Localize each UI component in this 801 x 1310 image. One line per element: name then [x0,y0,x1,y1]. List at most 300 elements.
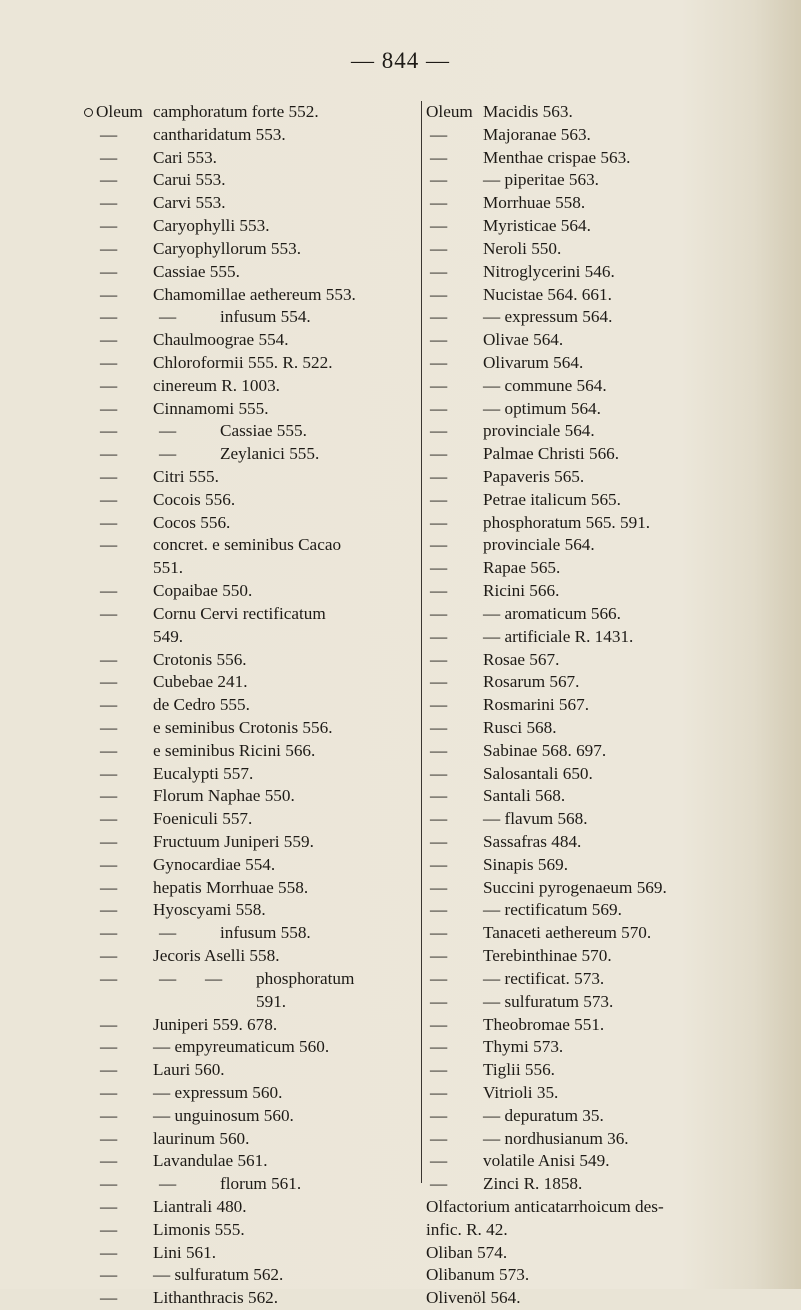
ditto-dash: — [430,1105,448,1125]
ditto-dash: — [205,968,223,988]
entry-text: Foeniculi 557. [153,809,253,829]
index-entry [96,922,421,945]
ditto-dash: — [100,717,118,737]
entry-text: phosphoratum 565. 591. [483,512,651,532]
index-entry [426,420,781,443]
entry-text: Limonis 555. [153,1219,245,1239]
index-entry [426,557,781,580]
entry-text: Salosantali 650. [483,763,593,783]
index-entry [426,854,781,877]
index-entry [426,1173,781,1196]
entry-text: — empyreumaticum 560. [153,1037,330,1057]
entry-text: cantharidatum 553. [153,124,286,144]
ditto-dash: — [100,923,118,943]
entry-text: Citri 555. [153,467,219,486]
ditto-dash: — [430,193,448,213]
entry-text: Juniperi 559. 678. [153,1014,278,1034]
index-entry [96,945,421,968]
entry-text: Caryophyllorum 553. [153,238,301,258]
entry-text: Chaulmoograe 554. [153,330,289,350]
ditto-dash: — [430,695,448,715]
entry-text: 549. [153,626,184,646]
index-entry [96,694,421,717]
index-entry [426,717,781,740]
entry-text: e seminibus Ricini 566. [153,740,316,760]
entry-text: Gynocardiae 554. [153,854,276,874]
ditto-dash: — [100,330,118,350]
entry-text: — expressum 564. [483,307,613,327]
ditto-dash: — [430,809,448,829]
entry-text: Santali 568. [483,786,566,806]
entry-text: — optimum 564. [483,398,601,418]
ditto-dash: — [100,1242,118,1262]
entry-text: 551. [153,558,184,578]
ditto-dash: — [159,444,177,464]
index-entry [426,1287,781,1310]
entry-text: Florum Naphae 550. [153,786,295,806]
left-column [96,101,421,1310]
index-entry [96,1059,421,1082]
ditto-dash: — [100,216,118,236]
index-entry [426,968,781,991]
index-entry [96,763,421,786]
entry-text: Ricini 566. [483,581,560,601]
entry-text: florum 561. [220,1174,302,1194]
index-entry [426,375,781,398]
entry-text: Carvi 553. [153,193,226,213]
ditto-dash: — [159,307,177,327]
entry-text: — commune 564. [483,375,607,395]
entry-text: — nordhusianum 36. [483,1128,629,1148]
entry-text: volatile Anisi 549. [483,1151,610,1171]
ditto-dash: — [100,968,118,988]
entry-text: provinciale 564. [483,535,595,555]
ditto-dash: — [430,649,448,669]
entry-text: — sulfuratum 573. [483,991,614,1011]
ditto-dash: — [100,832,118,851]
index-entry [426,215,781,238]
ditto-dash: — [100,763,118,783]
index-entry [426,352,781,375]
entry-text: — depuratum 35. [483,1105,604,1125]
index-entry [96,557,421,580]
index-entry [426,603,781,626]
ditto-dash: — [100,1197,118,1216]
ditto-dash: — [430,444,448,464]
ditto-dash: — [100,695,118,715]
ditto-dash: — [100,444,118,464]
entry-text: concret. e seminibus Cacao [153,535,342,555]
ditto-dash: — [430,717,448,737]
entry-text: laurinum 560. [153,1128,250,1148]
ditto-dash: — [159,968,177,988]
entry-text: de Cedro 555. [153,695,250,715]
column-divider [421,101,422,1183]
entry-text: Cassiae 555. [153,261,240,281]
index-entry [426,192,781,215]
entry-text: Majoranae 563. [483,124,591,144]
ditto-dash: — [100,238,118,258]
ditto-dash: — [100,124,118,144]
entry-text: — rectificatum 569. [483,900,622,920]
ditto-dash: — [430,558,448,578]
ditto-dash: — [100,261,118,281]
index-entry [96,124,421,147]
ditto-dash: — [100,809,118,829]
entry-text: Sinapis 569. [483,854,568,874]
ditto-dash: — [430,900,448,920]
index-entry [96,1242,421,1265]
ditto-dash: — [100,581,118,601]
ditto-dash: — [100,1037,118,1057]
entry-text: Caryophylli 553. [153,216,270,236]
index-entry [96,534,421,557]
index-entry [426,398,781,421]
ditto-dash: — [100,467,118,486]
index-entry [96,261,421,284]
index-entry [96,717,421,740]
right-column [426,101,781,1310]
ditto-dash: — [430,147,448,167]
entry-text: Petrae italicum 565. [483,489,621,509]
entry-text: Vitrioli 35. [483,1082,559,1102]
entry-text: — unguinosum 560. [153,1105,294,1125]
entry-text: Morrhuae 558. [483,193,586,213]
ditto-dash: — [430,1174,448,1194]
ditto-dash: — [100,1265,118,1285]
ditto-dash: — [430,489,448,509]
index-entry [96,580,421,603]
ditto-dash: — [100,672,118,692]
index-entry [96,147,421,170]
entry-text: Lauri 560. [153,1060,225,1080]
index-entry [426,1014,781,1037]
entry-text: Cocos 556. [153,512,231,532]
entry-text: Papaveris 565. [483,467,585,486]
index-entry [96,329,421,352]
entry-text: Olivae 564. [483,330,564,350]
ditto-dash: — [100,535,118,555]
ditto-dash: — [430,1037,448,1057]
index-entry [426,261,781,284]
entry-text: phosphoratum [256,968,355,988]
index-entry [96,1082,421,1105]
index-entry [426,534,781,557]
entry-text: Succini pyrogenaeum 569. [483,877,667,897]
index-entry [96,398,421,421]
index-entry [96,215,421,238]
index-entry [96,101,421,124]
index-entry [426,443,781,466]
entry-text: — piperitae 563. [483,170,599,190]
entry-text: cinereum R. 1003. [153,375,280,395]
entry-text: Tanaceti aethereum 570. [483,923,652,943]
ditto-dash: — [430,626,448,646]
ditto-dash: — [430,216,448,236]
ditto-dash: — [430,421,448,441]
entry-text: Cari 553. [153,147,217,167]
entry-text: Macidis 563. [483,102,573,121]
index-entry [426,922,781,945]
ditto-dash: — [100,854,118,874]
ditto-dash: — [430,1128,448,1148]
index-entry [96,854,421,877]
ditto-dash: — [100,375,118,395]
ditto-dash: — [100,877,118,897]
index-entry [426,649,781,672]
entry-text: Olfactorium anticatarrhoicum des- [426,1197,664,1216]
index-entry [96,1219,421,1242]
ditto-dash: — [430,740,448,760]
ditto-dash: — [430,946,448,966]
ditto-dash: — [100,489,118,509]
ditto-dash: — [100,352,118,372]
ditto-dash: — [100,1105,118,1125]
index-entry [426,1059,781,1082]
index-entry [96,284,421,307]
index-entry [96,1287,421,1310]
ditto-dash: — [430,307,448,327]
ditto-dash: — [430,284,448,304]
entry-text: Fructuum Juniperi 559. [153,832,314,851]
entry-text: Sabinae 568. 697. [483,740,607,760]
index-entry [426,831,781,854]
entry-text: — sulfuratum 562. [153,1265,284,1285]
ditto-dash: — [100,193,118,213]
index-entry [426,808,781,831]
entry-text: — artificiale R. 1431. [483,626,634,646]
ditto-dash: — [100,786,118,806]
entry-text: Menthae crispae 563. [483,147,631,167]
index-entry [96,512,421,535]
entry-text: Rusci 568. [483,717,557,737]
index-entry [96,603,421,626]
entry-text: Thymi 573. [483,1037,564,1057]
index-entry [96,306,421,329]
index-entry [96,740,421,763]
index-entry [426,1105,781,1128]
ditto-dash: — [430,603,448,623]
entry-text: Tiglii 556. [483,1060,555,1080]
entry-text: Rosarum 567. [483,672,580,692]
ditto-dash: — [100,946,118,966]
index-entry [426,945,781,968]
ditto-dash: — [100,1014,118,1034]
ditto-dash: — [159,1174,177,1194]
index-entry [426,466,781,489]
entry-text: Cubebae 241. [153,672,248,692]
entry-text: hepatis Morrhuae 558. [153,877,309,897]
ditto-dash: — [159,923,177,943]
ditto-dash: — [100,307,118,327]
entry-text: Terebinthinae 570. [483,946,612,966]
entry-text: — flavum 568. [483,809,588,829]
index-entry [96,238,421,261]
ditto-dash: — [430,877,448,897]
ditto-dash: — [430,170,448,190]
index-entry [426,991,781,1014]
entry-text: Crotonis 556. [153,649,247,669]
index-entry [426,1219,781,1242]
entry-text: Liantrali 480. [153,1197,247,1216]
index-entry [96,443,421,466]
index-entry [96,877,421,900]
ditto-dash: — [430,261,448,281]
index-entry [96,466,421,489]
entry-text: Cornu Cervi rectificatum [153,603,326,623]
entry-text: Cocois 556. [153,489,236,509]
entry-text: Chloroformii 555. R. 522. [153,352,333,372]
ditto-dash: — [430,763,448,783]
index-entry [96,899,421,922]
index-entry [426,1196,781,1219]
index-entry [96,671,421,694]
index-entry [96,420,421,443]
ditto-dash: — [100,603,118,623]
index-entry [426,899,781,922]
ditto-dash: — [430,854,448,874]
ring-mark [84,108,93,117]
ditto-dash: — [100,900,118,920]
ditto-dash: — [430,581,448,601]
ditto-dash: — [100,398,118,418]
index-entry [96,1173,421,1196]
index-entry [96,1264,421,1287]
index-entry [426,329,781,352]
ditto-dash: — [100,512,118,532]
ditto-dash: — [430,991,448,1011]
ditto-dash: — [430,1060,448,1080]
entry-text: Olibanum 573. [426,1265,530,1285]
entry-text: Eucalypti 557. [153,763,254,783]
entry-text: Lithanthracis 562. [153,1288,279,1308]
entry-text: — rectificat. 573. [483,968,605,988]
entry-text: Nucistae 564. 661. [483,284,612,304]
entry-text: Chamomillae aethereum 553. [153,284,356,304]
ditto-dash: — [430,512,448,532]
entry-text: Myristicae 564. [483,216,591,236]
ditto-dash: — [430,672,448,692]
ditto-dash: — [430,352,448,372]
entry-text: — expressum 560. [153,1082,283,1102]
entry-text: Zeylanici 555. [220,444,320,464]
index-entry [426,512,781,535]
index-entry [426,147,781,170]
index-entry [426,1242,781,1265]
index-entry [96,626,421,649]
index-entry [426,785,781,808]
entry-text: Jecoris Aselli 558. [153,946,280,966]
index-entry [426,238,781,261]
ditto-dash: — [159,421,177,441]
ditto-dash: — [100,1151,118,1171]
entry-text: Rosmarini 567. [483,695,589,715]
ditto-dash: — [100,1174,118,1194]
index-entry [96,1105,421,1128]
entry-text: Olivenöl 564. [426,1288,521,1308]
entry-text: Hyoscyami 558. [153,900,266,920]
entry-head-word: Oleum [96,102,143,121]
ditto-dash: — [100,170,118,190]
ditto-dash: — [430,238,448,258]
entry-text: Rapae 565. [483,558,561,578]
entry-text: Neroli 550. [483,238,562,258]
index-entry [426,694,781,717]
index-entry [96,808,421,831]
index-entry [426,877,781,900]
entry-text: infic. R. 42. [426,1219,508,1239]
index-entry [426,740,781,763]
ditto-dash: — [100,284,118,304]
index-entry [426,124,781,147]
ditto-dash: — [100,1060,118,1080]
index-entry [96,489,421,512]
index-entry [426,169,781,192]
index-entry [426,626,781,649]
index-entry [426,1036,781,1059]
entry-head-word: Oleum [426,102,473,121]
ditto-dash: — [430,124,448,144]
entry-text: Sassafras 484. [483,832,582,851]
ditto-dash: — [430,1014,448,1034]
entry-text: Theobromae 551. [483,1014,605,1034]
ditto-dash: — [430,923,448,943]
entry-text: infusum 554. [220,307,311,327]
entry-text: provinciale 564. [483,421,595,441]
entry-text: e seminibus Crotonis 556. [153,717,333,737]
index-entry [426,1082,781,1105]
entry-text: — aromaticum 566. [483,603,621,623]
entry-text: Cinnamomi 555. [153,398,269,418]
entry-text: Cassiae 555. [220,421,307,441]
entry-text: Carui 553. [153,170,226,190]
entry-text: Olivarum 564. [483,352,584,372]
ditto-dash: — [100,421,118,441]
index-entry [96,785,421,808]
ditto-dash: — [100,1219,118,1239]
ditto-dash: — [100,649,118,669]
index-entry [96,169,421,192]
ditto-dash: — [100,147,118,167]
ditto-dash: — [430,832,448,851]
entry-text: 591. [256,991,287,1011]
index-entry [426,763,781,786]
index-entry [96,375,421,398]
index-entry [426,489,781,512]
ditto-dash: — [430,786,448,806]
entry-text: infusum 558. [220,923,311,943]
ditto-dash: — [430,1082,448,1102]
entry-text: Oliban 574. [426,1242,508,1262]
index-entry [96,831,421,854]
index-entry [96,991,421,1014]
entry-text: camphoratum forte 552. [153,102,319,121]
index-entry [426,671,781,694]
index-entry [96,968,421,991]
entry-text: Copaibae 550. [153,581,253,601]
ditto-dash: — [430,968,448,988]
ditto-dash: — [430,398,448,418]
index-entry [426,101,781,124]
index-entry [96,352,421,375]
ditto-dash: — [430,375,448,395]
entry-text: Rosae 567. [483,649,560,669]
index-entry [96,1036,421,1059]
entry-text: Nitroglycerini 546. [483,261,615,281]
entry-text: Lini 561. [153,1242,217,1262]
index-entry [426,306,781,329]
ditto-dash: — [430,535,448,555]
